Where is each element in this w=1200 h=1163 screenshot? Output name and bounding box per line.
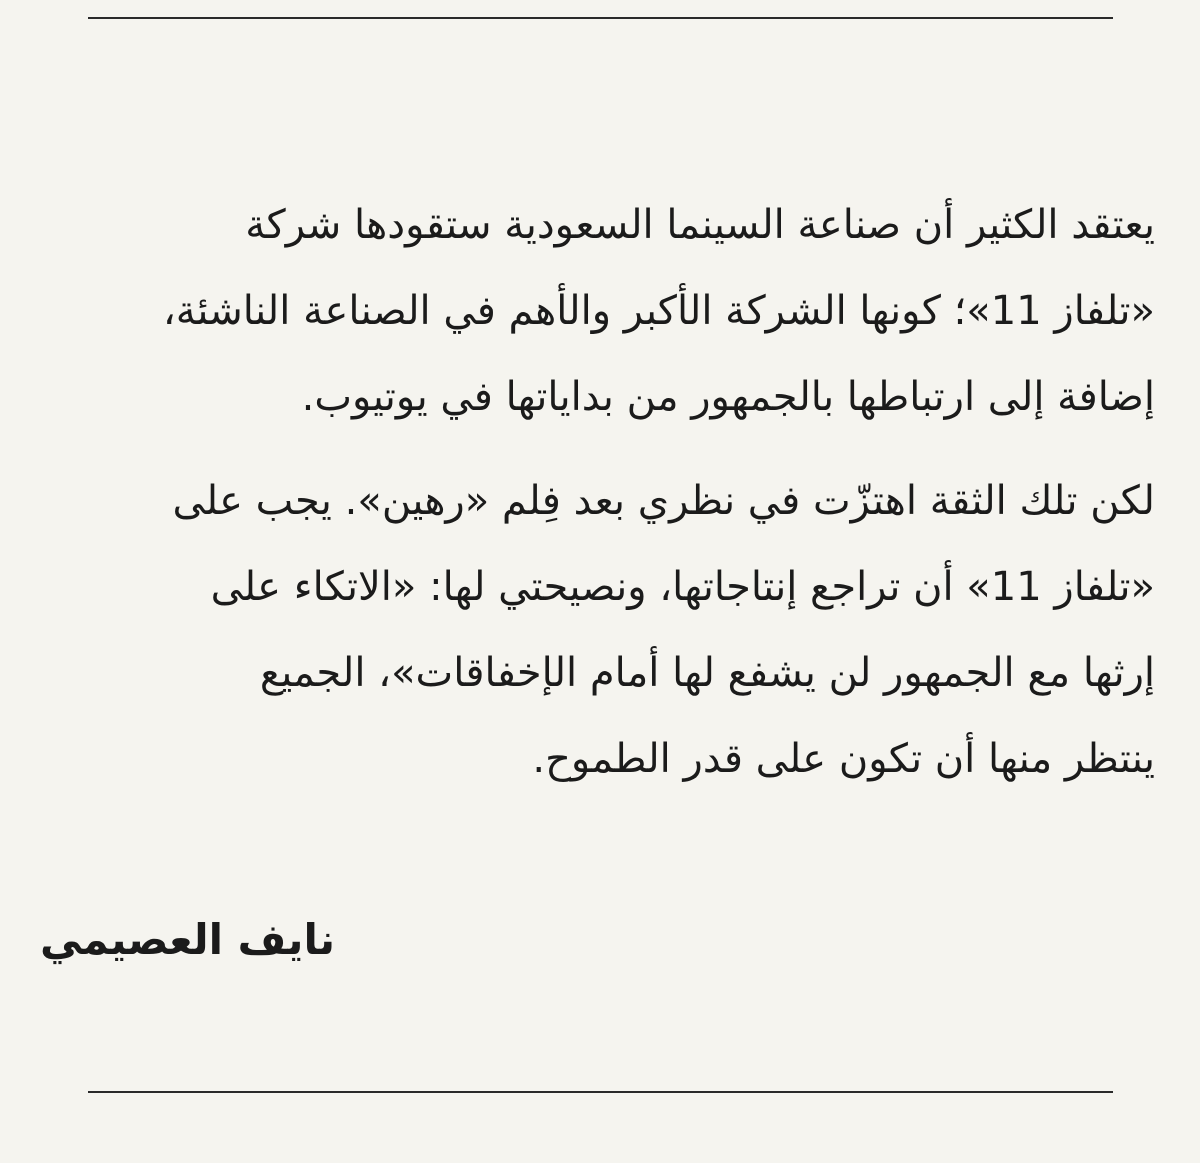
article-body (60, 182, 1155, 802)
paragraph-line: يعتقد الكثير أن صناعة السينما السعودية ستقودها شركة (245, 202, 1155, 248)
paragraph-1 (60, 182, 1155, 440)
paragraph-line: إرثها مع الجمهور لن يشفع لها أمام الإخفاقات»، الجميع (259, 650, 1155, 696)
paragraph-line: ينتظر منها أن تكون على قدر الطموح. (532, 736, 1155, 782)
paragraph-line: إضافة إلى ارتباطها بالجمهور من بداياتها في يوتيوب. (301, 374, 1155, 420)
paragraph-line: لكن تلك الثقة اهتزّت في نظري بعد فِلم «رهين». يجب على (172, 478, 1155, 524)
top-divider (88, 17, 1113, 19)
author-name: نايف العصيمي (39, 915, 335, 964)
paragraph-line: «تلفاز 11» أن تراجع إنتاجاتها، ونصيحتي لها: «الاتكاء على (210, 564, 1155, 610)
paragraph-line: «تلفاز 11»؛ كونها الشركة الأكبر والأهم في الصناعة الناشئة، (162, 288, 1155, 334)
paragraph-2 (60, 458, 1155, 802)
bottom-divider (88, 1091, 1113, 1093)
